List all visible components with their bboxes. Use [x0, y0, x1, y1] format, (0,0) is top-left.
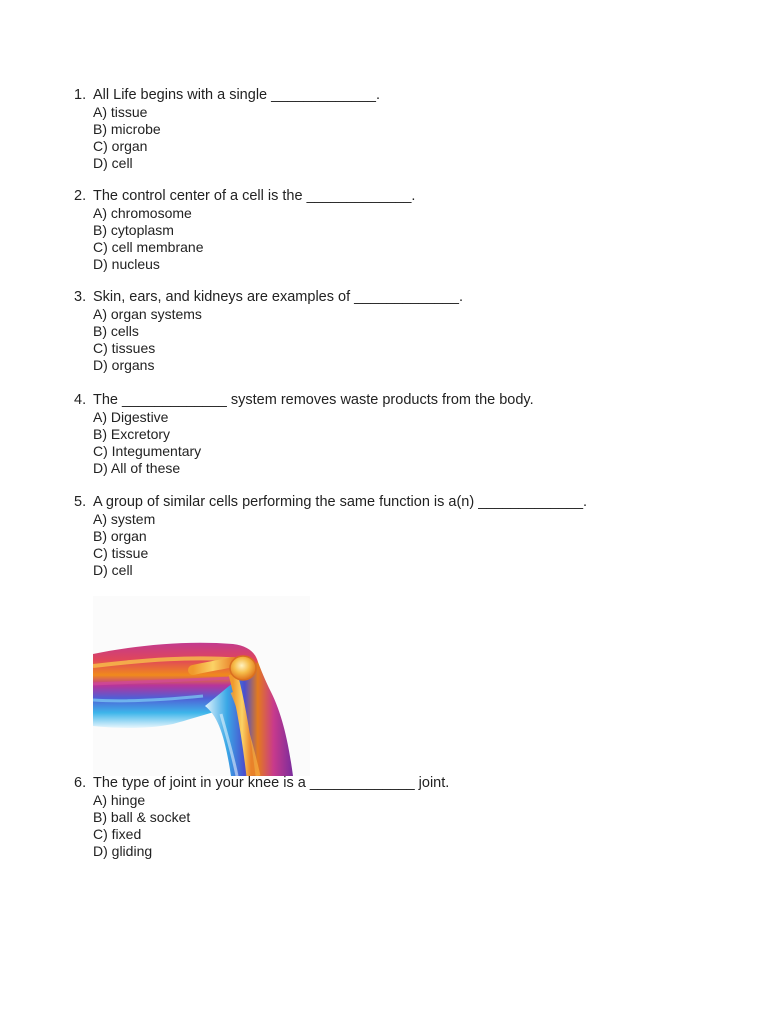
- answer-option: C) tissue: [93, 545, 149, 561]
- question-stem: The control center of a cell is the _____________.: [93, 188, 416, 204]
- answer-option: C) tissues: [93, 340, 156, 356]
- answer-option: C) cell membrane: [93, 239, 204, 255]
- question-stem: A group of similar cells performing the same function is a(n) _____________.: [93, 494, 588, 510]
- question-number: 1.: [74, 87, 87, 103]
- answer-option: B) Excretory: [93, 426, 171, 442]
- question-stem: The type of joint in your knee is a _____________ joint.: [93, 775, 450, 791]
- answer-option: D) organs: [93, 357, 155, 373]
- answer-option: A) Digestive: [93, 409, 169, 425]
- answer-option: B) microbe: [93, 121, 161, 137]
- answer-option: A) tissue: [93, 104, 148, 120]
- answer-option: D) All of these: [93, 460, 181, 476]
- answer-option: B) organ: [93, 528, 147, 544]
- knee-joint-illustration: [93, 596, 310, 776]
- answer-option: D) gliding: [93, 843, 153, 859]
- question-number: 3.: [74, 289, 87, 305]
- question-1: [74, 87, 754, 172]
- answer-option: A) chromosome: [93, 205, 192, 221]
- question-stem: The _____________ system removes waste products from the body.: [93, 392, 534, 408]
- question-number: 5.: [74, 494, 87, 510]
- answer-option: A) organ systems: [93, 306, 202, 322]
- answer-option: B) ball & socket: [93, 809, 191, 825]
- question-number: 4.: [74, 392, 87, 408]
- question-number: 2.: [74, 188, 87, 204]
- question-stem: All Life begins with a single _____________.: [93, 87, 380, 103]
- question-4: [74, 392, 754, 477]
- question-6: [74, 775, 754, 860]
- question-3: [74, 289, 754, 374]
- answer-option: A) system: [93, 511, 156, 527]
- answer-option: B) cytoplasm: [93, 222, 174, 238]
- answer-option: D) cell: [93, 562, 133, 578]
- question-2: [74, 188, 754, 273]
- answer-option: B) cells: [93, 323, 139, 339]
- answer-option: C) fixed: [93, 826, 142, 842]
- answer-option: C) Integumentary: [93, 443, 202, 459]
- answer-option: D) nucleus: [93, 256, 160, 272]
- knee-joint-icon: [93, 596, 310, 776]
- question-stem: Skin, ears, and kidneys are examples of _____________.: [93, 289, 463, 305]
- answer-option: C) organ: [93, 138, 148, 154]
- question-5: [74, 494, 754, 579]
- question-number: 6.: [74, 775, 87, 791]
- answer-option: A) hinge: [93, 792, 146, 808]
- answer-option: D) cell: [93, 155, 133, 171]
